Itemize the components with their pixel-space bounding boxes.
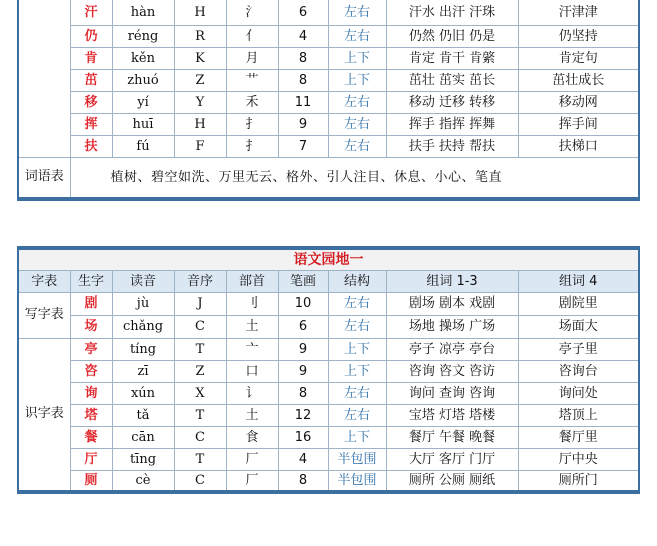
strokes-cell: 12 (278, 404, 328, 426)
strokes-cell: 9 (278, 113, 328, 135)
group-cell (18, 0, 70, 157)
radical-cell: 禾 (226, 91, 278, 113)
pinyin-cell: yí (112, 91, 174, 113)
letter-cell: R (174, 25, 226, 47)
table-row (18, 69, 639, 91)
word4-cell: 场面大 (518, 315, 639, 338)
table-row (18, 0, 639, 25)
words-cell: 询问 查询 咨询 (386, 382, 518, 404)
group-label-write: 写字表 (18, 292, 70, 338)
radical-cell: 食 (226, 426, 278, 448)
word4-cell: 移动网 (518, 91, 639, 113)
radical-cell: 土 (226, 404, 278, 426)
radical-cell: 亻 (226, 25, 278, 47)
column-header: 音序 (174, 270, 226, 292)
pinyin-cell: jù (112, 292, 174, 315)
word4-cell: 扶梯口 (518, 135, 639, 157)
ciyu-content: 植树、碧空如洗、万里无云、格外、引人注目、休息、小心、笔直 (70, 157, 639, 199)
strokes-cell: 8 (278, 47, 328, 69)
column-header: 组词 4 (518, 270, 639, 292)
table-row (18, 292, 639, 315)
table-row (18, 426, 639, 448)
pinyin-cell: tǎ (112, 404, 174, 426)
structure-cell: 左右 (328, 292, 386, 315)
words-cell: 仍然 仍旧 仍是 (386, 25, 518, 47)
word4-cell: 剧院里 (518, 292, 639, 315)
pinyin-cell: kěn (112, 47, 174, 69)
pinyin-cell: xún (112, 382, 174, 404)
char-cell: 肯 (70, 47, 112, 69)
words-cell: 厕所 公厕 厕纸 (386, 470, 518, 492)
bottom-character-table (17, 246, 640, 494)
letter-cell: C (174, 426, 226, 448)
word4-cell: 咨询台 (518, 360, 639, 382)
words-cell: 大厅 客厅 门厅 (386, 448, 518, 470)
column-header: 笔画 (278, 270, 328, 292)
strokes-cell: 10 (278, 292, 328, 315)
words-cell: 移动 迁移 转移 (386, 91, 518, 113)
word4-cell: 餐厅里 (518, 426, 639, 448)
ciyu-label: 词语表 (18, 157, 70, 199)
words-cell: 宝塔 灯塔 塔楼 (386, 404, 518, 426)
pinyin-cell: fú (112, 135, 174, 157)
structure-cell: 上下 (328, 47, 386, 69)
structure-cell: 左右 (328, 382, 386, 404)
strokes-cell: 11 (278, 91, 328, 113)
table-row (18, 315, 639, 338)
pinyin-cell: tíng (112, 338, 174, 360)
words-cell: 挥手 指挥 挥舞 (386, 113, 518, 135)
structure-cell: 左右 (328, 113, 386, 135)
structure-cell: 左右 (328, 91, 386, 113)
pinyin-cell: zhuó (112, 69, 174, 91)
word4-cell: 厕所门 (518, 470, 639, 492)
letter-cell: J (174, 292, 226, 315)
ciyu-row (18, 157, 639, 199)
letter-cell: H (174, 113, 226, 135)
letter-cell: C (174, 470, 226, 492)
word4-cell: 厅中央 (518, 448, 639, 470)
structure-cell: 上下 (328, 360, 386, 382)
pinyin-cell: huī (112, 113, 174, 135)
pinyin-cell: cè (112, 470, 174, 492)
radical-cell: 厂 (226, 470, 278, 492)
char-cell: 餐 (70, 426, 112, 448)
column-header: 读音 (112, 270, 174, 292)
pinyin-cell: chǎng (112, 315, 174, 338)
table-row (18, 360, 639, 382)
column-header: 组词 1-3 (386, 270, 518, 292)
letter-cell: T (174, 404, 226, 426)
strokes-cell: 9 (278, 338, 328, 360)
table-row (18, 25, 639, 47)
column-header: 部首 (226, 270, 278, 292)
word4-cell: 挥手间 (518, 113, 639, 135)
header-row (18, 270, 639, 292)
radical-cell: 刂 (226, 292, 278, 315)
strokes-cell: 6 (278, 315, 328, 338)
letter-cell: Z (174, 360, 226, 382)
table-title: 语文园地一 (18, 248, 639, 270)
char-cell: 挥 (70, 113, 112, 135)
table-row (18, 135, 639, 157)
words-cell: 肯定 肯干 肯綮 (386, 47, 518, 69)
letter-cell: Z (174, 69, 226, 91)
strokes-cell: 8 (278, 69, 328, 91)
strokes-cell: 6 (278, 0, 328, 25)
pinyin-cell: cān (112, 426, 174, 448)
char-cell: 询 (70, 382, 112, 404)
words-cell: 咨询 咨文 咨访 (386, 360, 518, 382)
structure-cell: 左右 (328, 0, 386, 25)
column-header: 字表 (18, 270, 70, 292)
structure-cell: 左右 (328, 135, 386, 157)
letter-cell: X (174, 382, 226, 404)
letter-cell: K (174, 47, 226, 69)
radical-cell: 氵 (226, 0, 278, 25)
letter-cell: C (174, 315, 226, 338)
words-cell: 扶手 扶持 帮扶 (386, 135, 518, 157)
words-cell: 餐厅 午餐 晚餐 (386, 426, 518, 448)
radical-cell: 扌 (226, 113, 278, 135)
strokes-cell: 8 (278, 470, 328, 492)
words-cell: 剧场 剧本 戏剧 (386, 292, 518, 315)
strokes-cell: 16 (278, 426, 328, 448)
pinyin-cell: réng (112, 25, 174, 47)
structure-cell: 半包围 (328, 448, 386, 470)
structure-cell: 上下 (328, 69, 386, 91)
table-row (18, 91, 639, 113)
char-cell: 场 (70, 315, 112, 338)
word4-cell: 亭子里 (518, 338, 639, 360)
char-cell: 亭 (70, 338, 112, 360)
radical-cell: 艹 (226, 69, 278, 91)
top-character-table (17, 0, 640, 201)
radical-cell: 口 (226, 360, 278, 382)
table-row (18, 382, 639, 404)
table-row (18, 47, 639, 69)
char-cell: 咨 (70, 360, 112, 382)
char-cell: 厕 (70, 470, 112, 492)
table-row (18, 448, 639, 470)
structure-cell: 半包围 (328, 470, 386, 492)
pinyin-cell: tīng (112, 448, 174, 470)
word4-cell: 塔顶上 (518, 404, 639, 426)
structure-cell: 左右 (328, 404, 386, 426)
radical-cell: 讠 (226, 382, 278, 404)
letter-cell: T (174, 338, 226, 360)
word4-cell: 肯定句 (518, 47, 639, 69)
char-cell: 仍 (70, 25, 112, 47)
pinyin-cell: hàn (112, 0, 174, 25)
structure-cell: 上下 (328, 426, 386, 448)
char-cell: 剧 (70, 292, 112, 315)
pinyin-cell: zī (112, 360, 174, 382)
radical-cell: 扌 (226, 135, 278, 157)
table-row (18, 404, 639, 426)
words-cell: 亭子 凉亭 亭台 (386, 338, 518, 360)
letter-cell: T (174, 448, 226, 470)
char-cell: 扶 (70, 135, 112, 157)
strokes-cell: 8 (278, 382, 328, 404)
radical-cell: 亠 (226, 338, 278, 360)
char-cell: 汗 (70, 0, 112, 25)
words-cell: 汗水 出汗 汗珠 (386, 0, 518, 25)
word4-cell: 茁壮成长 (518, 69, 639, 91)
letter-cell: F (174, 135, 226, 157)
words-cell: 场地 操场 广场 (386, 315, 518, 338)
radical-cell: 土 (226, 315, 278, 338)
table-row (18, 470, 639, 492)
structure-cell: 左右 (328, 315, 386, 338)
char-cell: 厅 (70, 448, 112, 470)
words-cell: 茁壮 茁实 茁长 (386, 69, 518, 91)
group-label-read: 识字表 (18, 338, 70, 492)
radical-cell: 厂 (226, 448, 278, 470)
char-cell: 移 (70, 91, 112, 113)
table-row (18, 338, 639, 360)
word4-cell: 汗津津 (518, 0, 639, 25)
strokes-cell: 4 (278, 448, 328, 470)
table-row (18, 113, 639, 135)
column-header: 生字 (70, 270, 112, 292)
letter-cell: H (174, 0, 226, 25)
letter-cell: Y (174, 91, 226, 113)
column-header: 结构 (328, 270, 386, 292)
char-cell: 塔 (70, 404, 112, 426)
structure-cell: 上下 (328, 338, 386, 360)
strokes-cell: 4 (278, 25, 328, 47)
word4-cell: 仍坚持 (518, 25, 639, 47)
strokes-cell: 7 (278, 135, 328, 157)
radical-cell: 月 (226, 47, 278, 69)
structure-cell: 左右 (328, 25, 386, 47)
strokes-cell: 9 (278, 360, 328, 382)
word4-cell: 询问处 (518, 382, 639, 404)
char-cell: 茁 (70, 69, 112, 91)
